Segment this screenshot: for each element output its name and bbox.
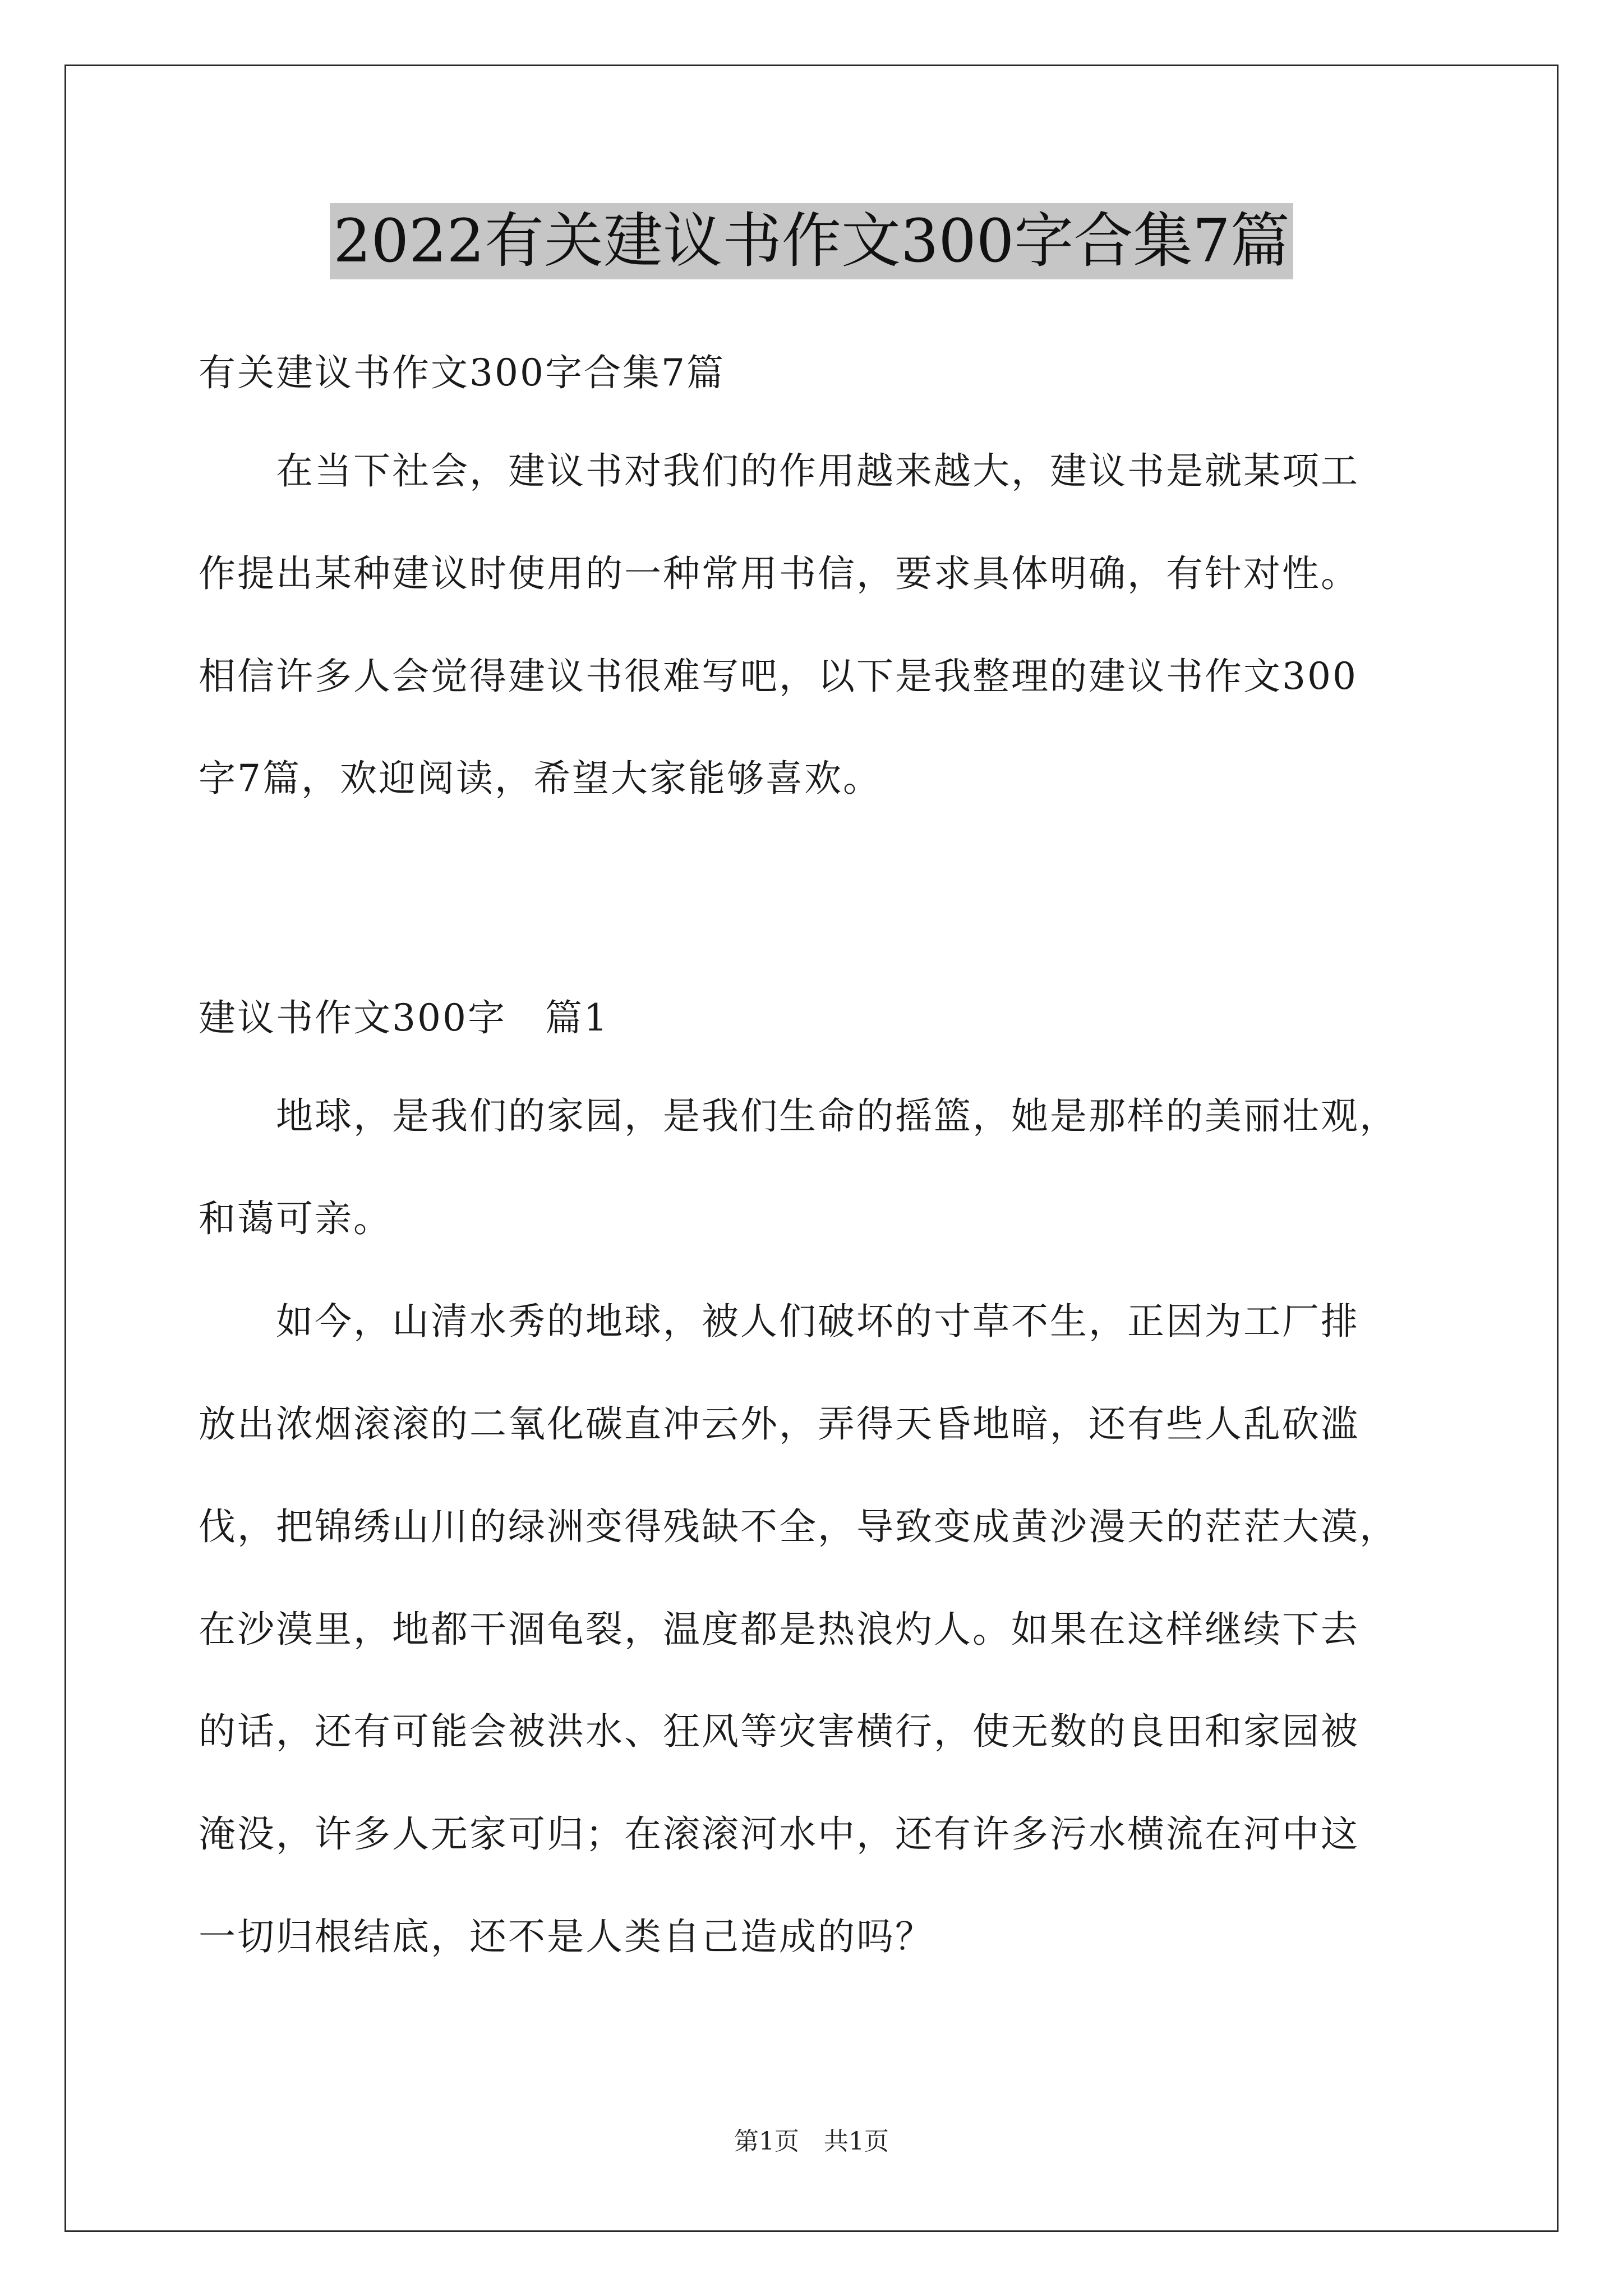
paragraph-line: 淹没，许多人无家可归；在滚滚河水中，还有许多污水横流在河中这 — [199, 1812, 1359, 1856]
document-subtitle: 有关建议书作文300字合集7篇 — [199, 351, 725, 394]
paragraph-line: 伐，把锦绣山川的绿洲变得残缺不全，导致变成黄沙漫天的茫茫大漠， — [199, 1505, 1398, 1548]
section-heading: 建议书作文300字 篇1 — [199, 996, 609, 1039]
intro-line: 字7篇，欢迎阅读，希望大家能够喜欢。 — [199, 757, 882, 800]
intro-line: 相信许多人会觉得建议书很难写吧，以下是我整理的建议书作文300 — [199, 655, 1358, 698]
intro-line: 作提出某种建议时使用的一种常用书信，要求具体明确，有针对性。 — [199, 552, 1359, 595]
paragraph-line: 地球，是我们的家园，是我们生命的摇篮，她是那样的美丽壮观， — [199, 1094, 1398, 1138]
document-title: 2022有关建议书作文300字合集7篇 — [330, 203, 1293, 279]
paragraph-line: 放出浓烟滚滚的二氧化碳直冲云外，弄得天昏地暗，还有些人乱砍滥 — [199, 1402, 1359, 1446]
page-footer: 第1页 共1页 — [734, 2127, 889, 2156]
paragraph-line: 在沙漠里，地都干涸龟裂，温度都是热浪灼人。如果在这样继续下去 — [199, 1608, 1359, 1651]
paragraph-line: 如今，山清水秀的地球，被人们破坏的寸草不生，正因为工厂排 — [199, 1300, 1359, 1343]
paragraph-line: 和蔼可亲。 — [199, 1197, 392, 1240]
paragraph-line: 的话，还有可能会被洪水、狂风等灾害横行，使无数的良田和家园被 — [199, 1710, 1359, 1753]
intro-line: 在当下社会，建议书对我们的作用越来越大，建议书是就某项工 — [199, 449, 1359, 493]
paragraph-line: 一切归根结底，还不是人类自己造成的吗？ — [199, 1915, 934, 1958]
title-container — [0, 203, 1623, 279]
